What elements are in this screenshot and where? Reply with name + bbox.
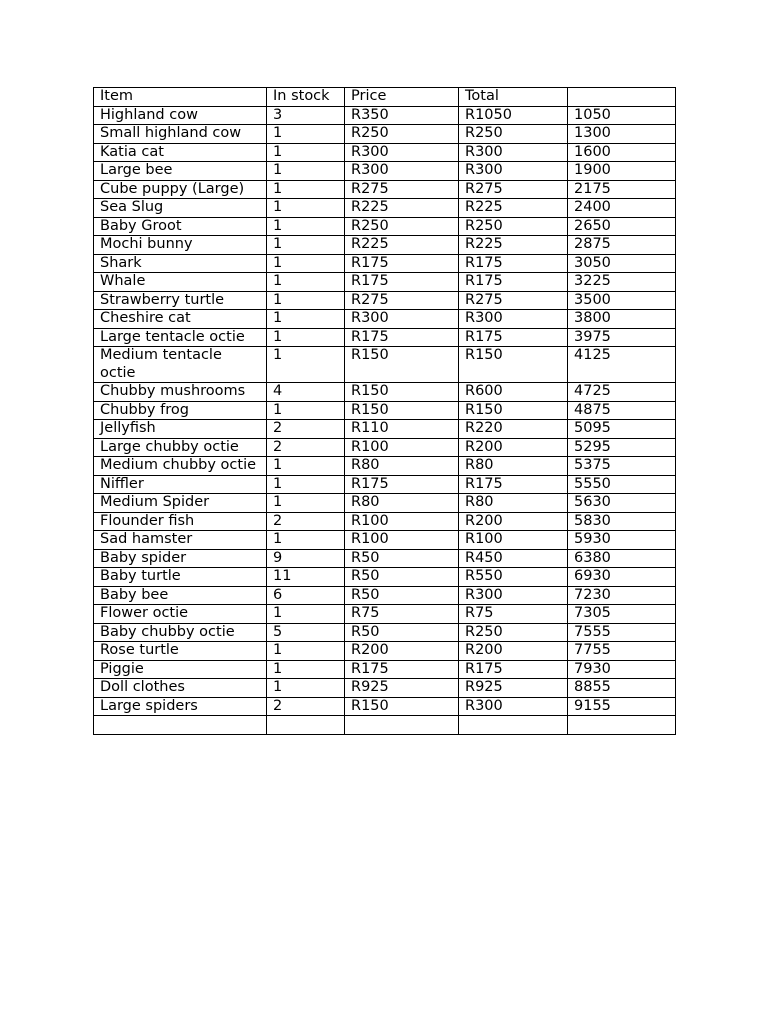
cell-in-stock: 1 [267,236,345,255]
cell-price: R200 [345,642,459,661]
cell-in-stock: 1 [267,125,345,144]
cell-total: R250 [459,125,568,144]
cell-in-stock: 1 [267,679,345,698]
table-row [94,420,676,439]
cell-total: R250 [459,217,568,236]
cell-item: Large chubby octie [94,438,267,457]
cell-running-total: 2400 [568,199,676,218]
cell-price: R50 [345,568,459,587]
cell-total: R250 [459,623,568,642]
cell-in-stock: 2 [267,512,345,531]
header-item: Item [94,88,267,107]
cell-running-total: 4125 [568,347,676,383]
cell-running-total: 7305 [568,605,676,624]
cell-total: R300 [459,697,568,716]
inventory-table [93,87,676,735]
header-in-stock: In stock [267,88,345,107]
cell-running-total: 5095 [568,420,676,439]
cell-item: Niffler [94,475,267,494]
table-row [94,180,676,199]
cell-in-stock: 1 [267,494,345,513]
cell-item: Doll clothes [94,679,267,698]
table-row [94,531,676,550]
cell-item [94,716,267,735]
cell-in-stock: 1 [267,531,345,550]
cell-running-total: 4875 [568,401,676,420]
table-row [94,568,676,587]
cell-item: Strawberry turtle [94,291,267,310]
cell-in-stock: 1 [267,180,345,199]
table-row [94,457,676,476]
cell-running-total: 3975 [568,328,676,347]
table-row [94,199,676,218]
cell-total: R80 [459,494,568,513]
cell-price: R100 [345,438,459,457]
table-row [94,586,676,605]
cell-running-total: 6930 [568,568,676,587]
cell-in-stock: 2 [267,438,345,457]
cell-running-total: 6380 [568,549,676,568]
cell-price: R75 [345,605,459,624]
cell-total: R225 [459,236,568,255]
cell-total: R75 [459,605,568,624]
table-row [94,236,676,255]
table-row [94,401,676,420]
cell-price: R50 [345,586,459,605]
cell-total: R200 [459,512,568,531]
cell-total: R150 [459,401,568,420]
cell-running-total: 1050 [568,106,676,125]
cell-item: Shark [94,254,267,273]
cell-in-stock: 1 [267,457,345,476]
cell-item: Highland cow [94,106,267,125]
cell-item: Baby turtle [94,568,267,587]
cell-price: R175 [345,254,459,273]
table-row [94,254,676,273]
table-row [94,716,676,735]
cell-in-stock: 9 [267,549,345,568]
cell-item: Piggie [94,660,267,679]
cell-in-stock: 5 [267,623,345,642]
cell-in-stock: 1 [267,162,345,181]
cell-total: R1050 [459,106,568,125]
cell-running-total: 2650 [568,217,676,236]
table-row [94,125,676,144]
cell-item: Cheshire cat [94,310,267,329]
cell-item: Rose turtle [94,642,267,661]
cell-price: R150 [345,347,459,383]
cell-item: Chubby frog [94,401,267,420]
cell-item: Medium chubby octie [94,457,267,476]
table-row [94,697,676,716]
cell-total: R925 [459,679,568,698]
cell-item: Large bee [94,162,267,181]
cell-in-stock: 2 [267,420,345,439]
cell-running-total: 4725 [568,383,676,402]
cell-total: R220 [459,420,568,439]
cell-running-total: 9155 [568,697,676,716]
cell-item: Medium tentacle octie [94,347,267,383]
cell-price: R50 [345,623,459,642]
table-row [94,494,676,513]
table-row [94,310,676,329]
cell-total: R600 [459,383,568,402]
cell-price: R300 [345,143,459,162]
cell-total: R150 [459,347,568,383]
cell-running-total: 2875 [568,236,676,255]
cell-item: Small highland cow [94,125,267,144]
cell-total: R175 [459,273,568,292]
cell-price: R250 [345,217,459,236]
cell-price: R300 [345,162,459,181]
cell-running-total: 1600 [568,143,676,162]
cell-total: R175 [459,475,568,494]
cell-item: Baby chubby octie [94,623,267,642]
cell-price: R150 [345,697,459,716]
cell-total: R100 [459,531,568,550]
header-running-total [568,88,676,107]
document-page [93,87,676,735]
cell-in-stock: 1 [267,199,345,218]
cell-price: R300 [345,310,459,329]
cell-total: R80 [459,457,568,476]
cell-price: R175 [345,475,459,494]
cell-running-total: 5375 [568,457,676,476]
table-row [94,605,676,624]
cell-price: R175 [345,273,459,292]
cell-in-stock: 1 [267,605,345,624]
cell-price: R175 [345,328,459,347]
cell-price: R50 [345,549,459,568]
cell-total: R200 [459,642,568,661]
cell-in-stock: 1 [267,401,345,420]
table-row [94,623,676,642]
cell-running-total: 5930 [568,531,676,550]
cell-price: R110 [345,420,459,439]
table-body [94,88,676,735]
table-row [94,512,676,531]
table-header-row [94,88,676,107]
cell-total: R275 [459,291,568,310]
cell-total: R300 [459,586,568,605]
cell-total: R175 [459,254,568,273]
table-row [94,438,676,457]
cell-in-stock: 1 [267,273,345,292]
cell-item: Large tentacle octie [94,328,267,347]
cell-total: R300 [459,310,568,329]
cell-total: R175 [459,328,568,347]
cell-price: R225 [345,236,459,255]
cell-item: Medium Spider [94,494,267,513]
cell-total: R200 [459,438,568,457]
cell-running-total: 3225 [568,273,676,292]
cell-price: R250 [345,125,459,144]
cell-in-stock: 1 [267,143,345,162]
cell-price: R175 [345,660,459,679]
cell-in-stock: 1 [267,642,345,661]
table-row [94,660,676,679]
cell-running-total: 8855 [568,679,676,698]
cell-in-stock: 6 [267,586,345,605]
cell-total: R300 [459,162,568,181]
cell-total: R300 [459,143,568,162]
table-row [94,273,676,292]
cell-running-total: 5830 [568,512,676,531]
cell-running-total: 7930 [568,660,676,679]
cell-price [345,716,459,735]
cell-item: Whale [94,273,267,292]
cell-in-stock: 2 [267,697,345,716]
cell-item: Jellyfish [94,420,267,439]
cell-total: R550 [459,568,568,587]
header-total: Total [459,88,568,107]
cell-running-total: 7755 [568,642,676,661]
cell-running-total: 1900 [568,162,676,181]
cell-in-stock: 1 [267,310,345,329]
cell-in-stock: 4 [267,383,345,402]
cell-price: R80 [345,494,459,513]
cell-total: R275 [459,180,568,199]
cell-running-total: 3050 [568,254,676,273]
cell-price: R275 [345,291,459,310]
cell-in-stock: 11 [267,568,345,587]
table-row [94,347,676,383]
cell-price: R925 [345,679,459,698]
cell-price: R80 [345,457,459,476]
table-row [94,679,676,698]
table-row [94,383,676,402]
cell-price: R275 [345,180,459,199]
cell-item: Mochi bunny [94,236,267,255]
cell-item: Baby Groot [94,217,267,236]
table-row [94,549,676,568]
cell-price: R150 [345,401,459,420]
table-row [94,328,676,347]
cell-in-stock: 1 [267,328,345,347]
cell-item: Sad hamster [94,531,267,550]
cell-item: Flower octie [94,605,267,624]
cell-total: R450 [459,549,568,568]
table-row [94,106,676,125]
cell-item: Flounder fish [94,512,267,531]
cell-running-total: 2175 [568,180,676,199]
cell-in-stock: 1 [267,660,345,679]
cell-price: R150 [345,383,459,402]
cell-in-stock: 1 [267,217,345,236]
cell-price: R100 [345,531,459,550]
header-price: Price [345,88,459,107]
cell-item: Large spiders [94,697,267,716]
cell-item: Baby bee [94,586,267,605]
cell-running-total: 3800 [568,310,676,329]
cell-running-total: 7555 [568,623,676,642]
cell-item: Baby spider [94,549,267,568]
table-row [94,475,676,494]
cell-item: Sea Slug [94,199,267,218]
cell-item: Katia cat [94,143,267,162]
cell-running-total: 5550 [568,475,676,494]
cell-price: R100 [345,512,459,531]
cell-running-total: 1300 [568,125,676,144]
cell-total: R225 [459,199,568,218]
cell-running-total: 5295 [568,438,676,457]
cell-in-stock: 1 [267,475,345,494]
cell-item: Cube puppy (Large) [94,180,267,199]
cell-total [459,716,568,735]
cell-running-total [568,716,676,735]
cell-in-stock: 1 [267,291,345,310]
cell-running-total: 3500 [568,291,676,310]
cell-in-stock: 3 [267,106,345,125]
cell-item: Chubby mushrooms [94,383,267,402]
cell-in-stock: 1 [267,347,345,383]
cell-running-total: 7230 [568,586,676,605]
table-row [94,217,676,236]
table-row [94,162,676,181]
cell-in-stock: 1 [267,254,345,273]
cell-in-stock [267,716,345,735]
cell-total: R175 [459,660,568,679]
cell-price: R225 [345,199,459,218]
table-row [94,642,676,661]
table-row [94,291,676,310]
table-row [94,143,676,162]
cell-running-total: 5630 [568,494,676,513]
cell-price: R350 [345,106,459,125]
